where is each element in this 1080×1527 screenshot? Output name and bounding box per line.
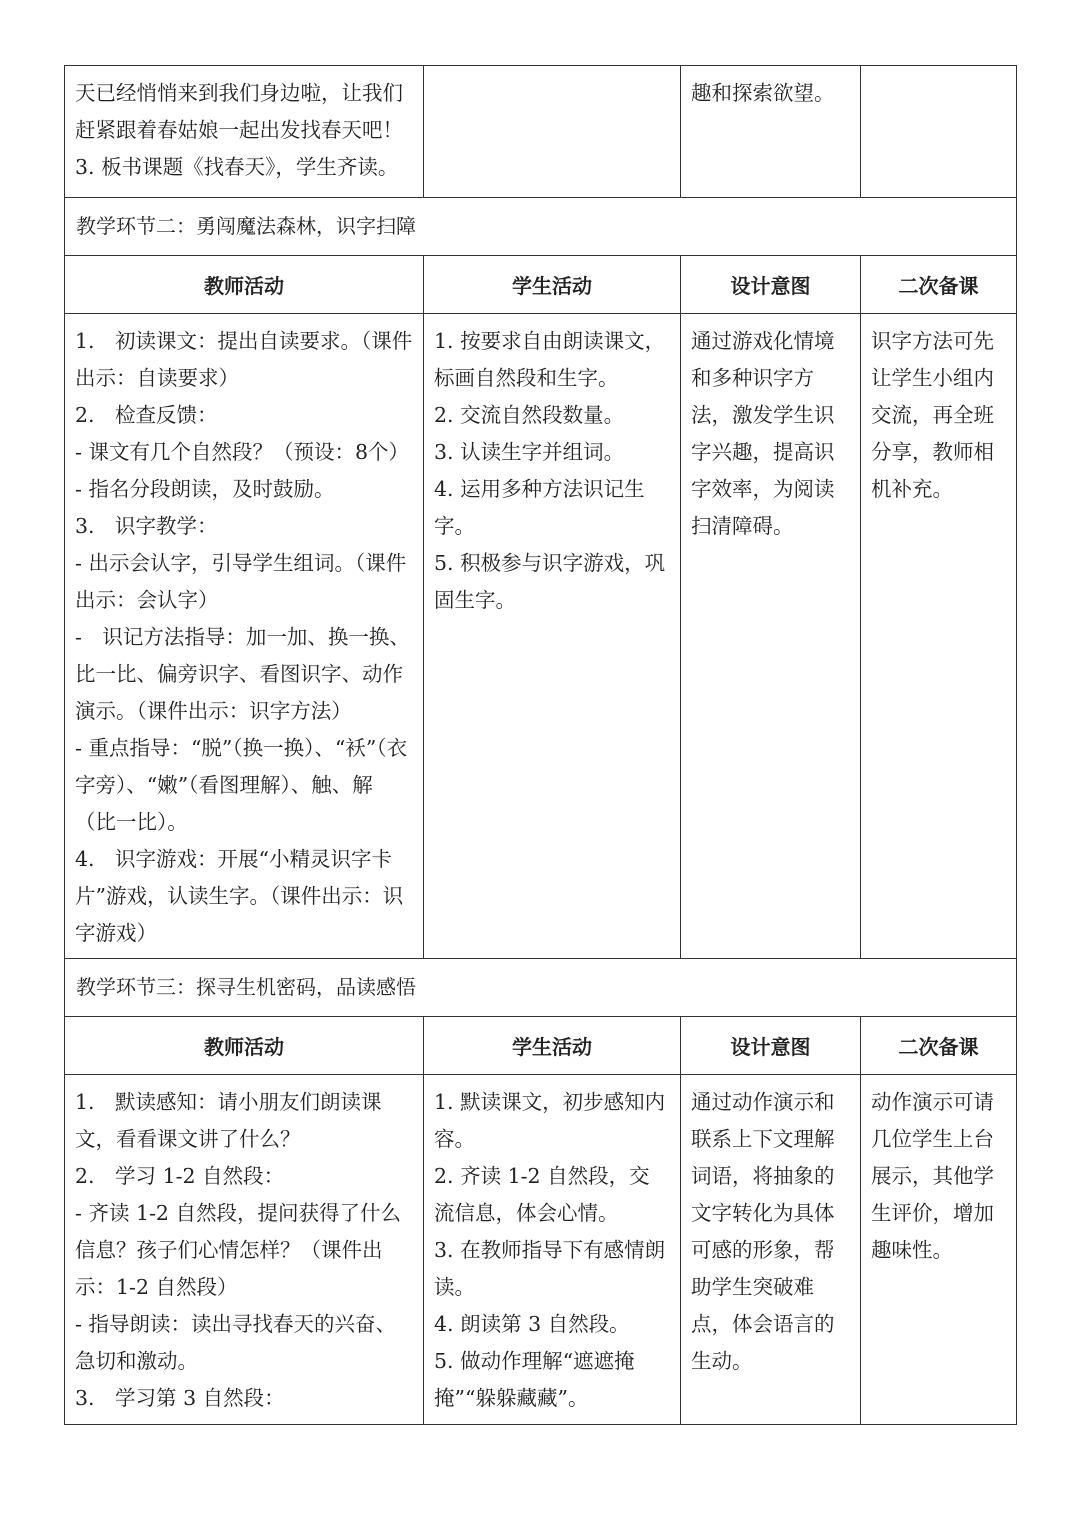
header-teacher-activity: 教师活动 — [65, 256, 424, 314]
student-activity-text: 1. 按要求自由朗读课文，标画自然段和生字。 2. 交流自然段数量。 3. 认读生字并组词。 4. 运用多种方法识记生字。 5. 积极参与识字游戏，巩固生字。 — [434, 329, 666, 612]
content-row-3 — [65, 1075, 1017, 1425]
header-design-intent: 设计意图 — [681, 256, 861, 314]
header-second-prep: 二次备课 — [861, 1017, 1017, 1075]
teacher-activity-cell — [65, 314, 424, 959]
section-title-2: 教学环节二：勇闯魔法森林，识字扫障 — [65, 198, 1017, 256]
teacher-activity-cell — [65, 66, 424, 198]
lesson-plan-table — [64, 65, 1017, 1425]
header-row-3 — [65, 1017, 1017, 1075]
second-prep-text: 动作演示可请几位学生上台展示，其他学生评价，增加趣味性。 — [871, 1090, 994, 1262]
header-design-intent: 设计意图 — [681, 1017, 861, 1075]
student-activity-cell — [424, 1075, 681, 1425]
design-intent-text: 通过动作演示和联系上下文理解词语，将抽象的文字转化为具体可感的形象，帮助学生突破难点，体会语言的生动。 — [691, 1090, 835, 1373]
second-prep-cell — [861, 66, 1017, 198]
section-row-2 — [65, 198, 1017, 256]
teacher-activity-cell — [65, 1075, 424, 1425]
design-intent-text: 通过游戏化情境和多种识字方法，激发学生识字兴趣，提高识字效率，为阅读扫清障碍。 — [691, 329, 835, 538]
teacher-activity-text: 1. 默读感知：请小朋友们朗读课文，看看课文讲了什么？ 2. 学习 1-2 自然段： - 齐读 1-2 自然段，提问获得了什么信息？孩子们心情怎样？（课件出示：1-2 自然段） - 指导朗读：读出寻找春天的兴奋、急切和激动。 3. 学习第 3 自然段： — [75, 1090, 401, 1410]
header-student-activity: 学生活动 — [424, 256, 681, 314]
header-student-activity: 学生活动 — [424, 1017, 681, 1075]
section-row-3 — [65, 959, 1017, 1017]
second-prep-cell — [861, 314, 1017, 959]
student-activity-text: 1. 默读课文，初步感知内容。 2. 齐读 1-2 自然段，交流信息，体会心情。 3. 在教师指导下有感情朗读。 4. 朗读第 3 自然段。 5. 做动作理解“遮遮掩掩”“躲躲藏藏”。 — [434, 1090, 666, 1410]
second-prep-text: 识字方法可先让学生小组内交流，再全班分享，教师相机补充。 — [871, 329, 994, 501]
second-prep-cell — [861, 1075, 1017, 1425]
design-intent-cell — [681, 66, 861, 198]
header-row-2 — [65, 256, 1017, 314]
student-activity-text — [424, 66, 680, 75]
student-activity-cell — [424, 66, 681, 198]
teacher-activity-text: 1. 初读课文：提出自读要求。（课件出示：自读要求） 2. 检查反馈： - 课文有几个自然段？（预设：8个） - 指名分段朗读，及时鼓励。 3. 识字教学： - 出示会认字，引导学生组词。（课件出示：会认字） - 识记方法指导：加一加、换一换、比一比、偏旁识字、看图识字、动作演示。（课件出示：识字方法） - 重点指导：“脱”（换一换）、“袄”（衣字旁）、“嫩”（看图理解）、触、解（比一比）。 4. 识字游戏：开展“小精灵识字卡片”游戏，认读生字。（课件出示：识字游戏） — [75, 329, 413, 945]
student-activity-cell — [424, 314, 681, 959]
teacher-activity-text: 天已经悄悄来到我们身边啦，让我们赶紧跟着春姑娘一起出发找春天吧！ 3. 板书课题《找春天》，学生齐读。 — [75, 81, 403, 179]
design-intent-cell — [681, 1075, 861, 1425]
content-row-2 — [65, 314, 1017, 959]
header-teacher-activity: 教师活动 — [65, 1017, 424, 1075]
section-title-3: 教学环节三：探寻生机密码，品读感悟 — [65, 959, 1017, 1017]
continuation-row — [65, 66, 1017, 198]
header-second-prep: 二次备课 — [861, 256, 1017, 314]
design-intent-cell — [681, 314, 861, 959]
second-prep-text — [861, 66, 1016, 75]
design-intent-text: 趣和探索欲望。 — [691, 81, 835, 105]
